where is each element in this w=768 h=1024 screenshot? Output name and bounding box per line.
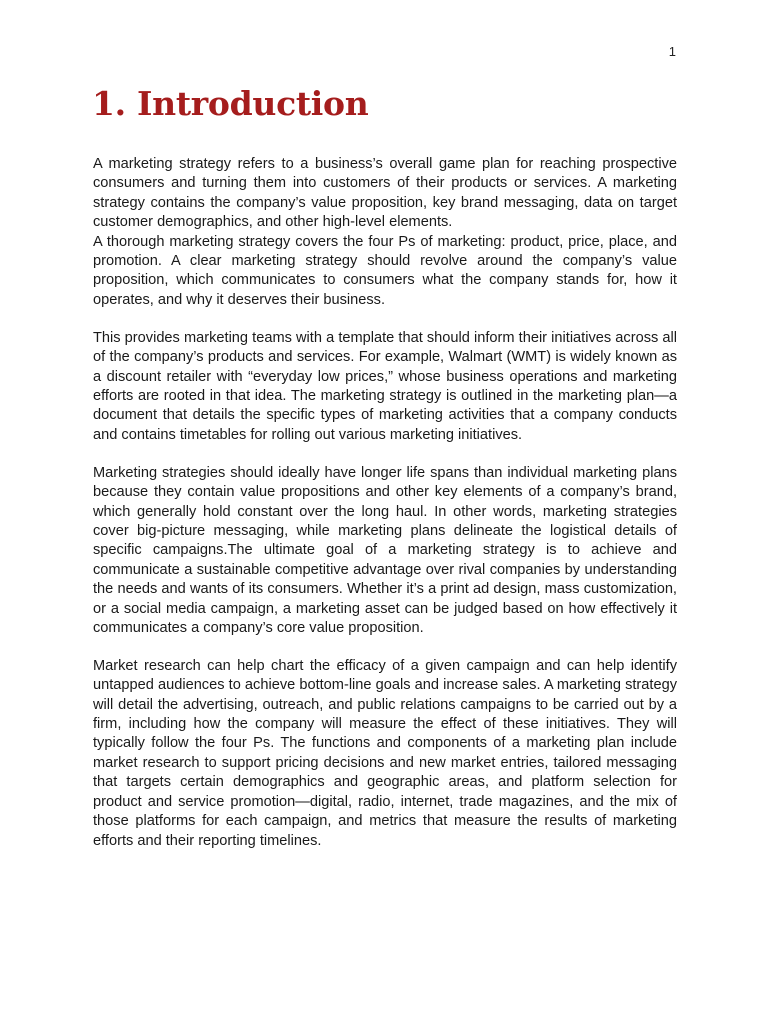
paragraph-3-text: Marketing strategies should ideally have longer life spans than individual marketing plans because they contain value propositions and other key elements of a company’s brand, which generally hold constant over the long haul. In other words, marketing strategies cover big-picture messaging, while marketing plans delineate the logistical details of specific campaigns.The ultimate goal of a marketing strategy is to achieve and communicate a sustainable competitive advantage over rival companies by understanding the needs and wants of its consumers. Whether it’s a print ad design, mass customization, or a social media campaign, a marketing asset can be judged based on how effectively it communicates a company’s core value proposition. — [93, 464, 677, 636]
paragraph-1-text-b: A thorough marketing strategy covers the four Ps of marketing: product, price, place, and promotion. A clear marketing strategy should revolve around the company’s value proposition, which communicates to consumers what the company stands for, how it operates, and why it deserves their business. — [93, 233, 677, 308]
paragraph-3 — [93, 464, 677, 639]
document-body — [93, 155, 677, 869]
paragraph-2-text: This provides marketing teams with a template that should inform their initiatives across all of the company’s products and services. For example, Walmart (WMT) is widely known as a discount retailer with “everyday low prices,” whose business operations and marketing efforts are rooted in that idea. The marketing strategy is outlined in the marketing plan—a document that details the specific types of marketing activities that a company conducts and contains timetables for rolling out various marketing initiatives. — [93, 329, 677, 443]
paragraph-1-text-a: A marketing strategy refers to a business’s overall game plan for reaching prospective consumers and turning them into customers of their products or services. A marketing strategy contains the company’s value proposition, key brand messaging, data on target customer demographics, and other high-level elements. — [93, 156, 677, 231]
paragraph-4 — [93, 657, 677, 851]
paragraph-1 — [93, 155, 677, 310]
paragraph-4-text: Market research can help chart the efficacy of a given campaign and can help identify untapped audiences to achieve bottom-line goals and increase sales. A marketing strategy will detail the advertising, outreach, and public relations campaigns to be carried out by a firm, including how the company will measure the effect of these initiatives. They will typically follow the four Ps. The functions and components of a marketing plan include market research to support pricing decisions and new market entries, tailored messaging that targets certain demographics and geographic areas, and platform selection for product and service promotion—digital, radio, internet, trade magazines, and the mix of those platforms for each campaign, and metrics that measure the results of marketing efforts and their reporting timelines. — [93, 657, 677, 849]
paragraph-2 — [93, 329, 677, 445]
page-number: 1 — [668, 44, 676, 59]
section-title: 1. Introduction — [92, 84, 369, 123]
